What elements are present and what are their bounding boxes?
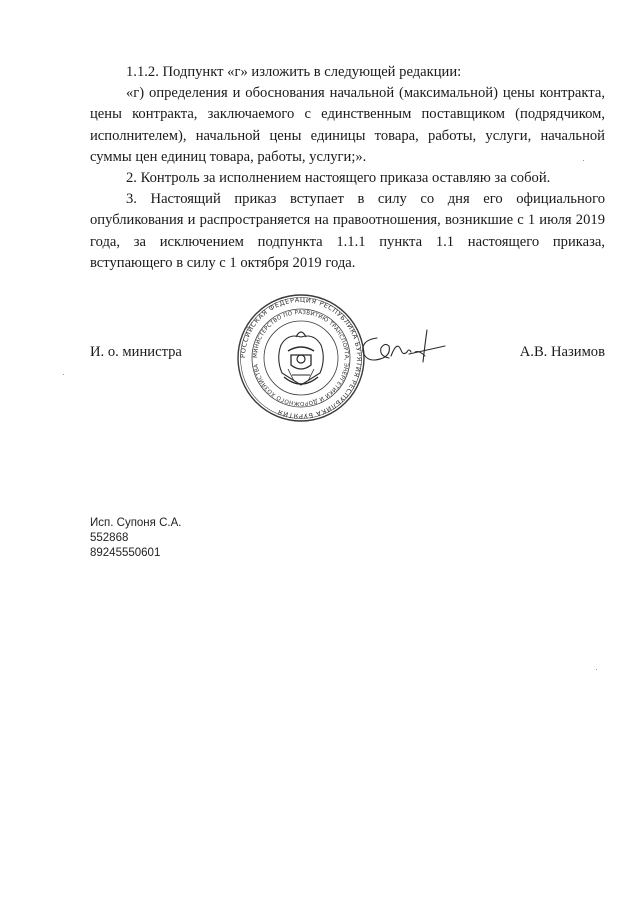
scan-speck: [583, 160, 584, 161]
scan-speck: [63, 374, 64, 375]
signature-block: [90, 340, 605, 366]
paragraph-effective-date: 3. Настоящий приказ вступает в силу со дня его официального опубликования и распространяется на правоотношения, возникшие с 1 июля 2019 года, за исключением подпункта 1.1.1 пункта 1.1 настоящего приказа, вступающего в силу с 1 октября 2019 года.: [90, 191, 605, 271]
executor-mobile: 89245550601: [90, 547, 161, 559]
stamp-outer-text: РОССИЙСКАЯ ФЕДЕРАЦИЯ РЕСПУБЛИКА БУРЯТИЯ РЕСПУБЛИКА БУРЯТИЯ: [238, 295, 364, 421]
executor-name: Исп. Супоня С.А.: [90, 517, 182, 529]
paragraph-subclause-text: «г) определения и обоснования начальной (максимальной) цены контракта, цены контракта, заключаемого с единственным поставщиком (подрядчиком, исполнителем), начальной цены единицы товара, работы, услуги, начальной суммы цен единиц товара, работы, услуги;».: [90, 85, 605, 165]
paragraph-control: 2. Контроль за исполнением настоящего приказа оставляю за собой.: [126, 170, 551, 187]
stamp-inner-text: МИНИСТЕРСТВО ПО РАЗВИТИЮ ТРАНСПОРТА, ЭНЕРГЕТИКИ И ДОРОЖНОГО ХОЗЯЙСТВА: [252, 309, 350, 407]
executor-contact: [90, 516, 181, 561]
document-body: [90, 62, 605, 274]
scan-speck: [596, 669, 597, 670]
executor-phone: 552868: [90, 532, 129, 544]
signatory-role: И. о. министра: [90, 344, 182, 360]
signatory-name: А.В. Назимов: [519, 344, 605, 360]
paragraph-subclause-heading: 1.1.2. Подпункт «г» изложить в следующей редакции:: [126, 64, 462, 80]
